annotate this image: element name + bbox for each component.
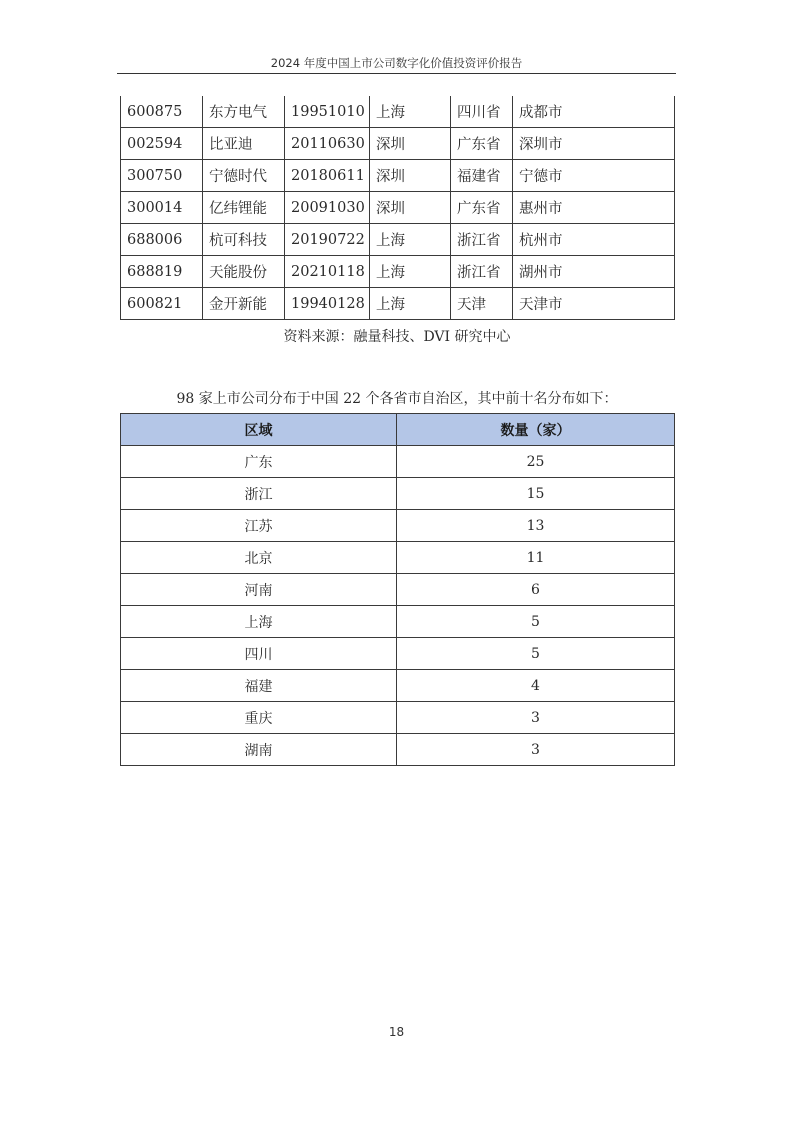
table-row bbox=[121, 128, 675, 160]
source-note: 资料来源：融量科技、DVI 研究中心 bbox=[283, 329, 511, 345]
exchange: 深圳 bbox=[370, 160, 451, 192]
region-name: 上海 bbox=[121, 606, 397, 638]
exchange: 深圳 bbox=[370, 128, 451, 160]
stock-code: 600875 bbox=[121, 96, 203, 128]
province: 广东省 bbox=[451, 192, 513, 224]
table-row bbox=[121, 734, 675, 766]
city: 惠州市 bbox=[513, 192, 675, 224]
exchange: 上海 bbox=[370, 256, 451, 288]
region-table bbox=[120, 413, 675, 766]
exchange: 上海 bbox=[370, 96, 451, 128]
intro-text: 98 家上市公司分布于中国 22 个各省市自治区，其中前十名分布如下： bbox=[176, 391, 618, 407]
region-name: 浙江 bbox=[121, 478, 397, 510]
listing-date: 20180611 bbox=[285, 160, 370, 192]
province: 浙江省 bbox=[451, 224, 513, 256]
province: 广东省 bbox=[451, 128, 513, 160]
table-row bbox=[121, 192, 675, 224]
region-count: 4 bbox=[397, 670, 675, 702]
company-name: 金开新能 bbox=[203, 288, 285, 320]
region-count: 15 bbox=[397, 478, 675, 510]
table-row bbox=[121, 574, 675, 606]
region-count: 25 bbox=[397, 446, 675, 478]
table-row bbox=[121, 510, 675, 542]
table-row bbox=[121, 160, 675, 192]
listing-date: 20110630 bbox=[285, 128, 370, 160]
province: 天津 bbox=[451, 288, 513, 320]
region-name: 河南 bbox=[121, 574, 397, 606]
region-name: 重庆 bbox=[121, 702, 397, 734]
region-name: 湖南 bbox=[121, 734, 397, 766]
stock-code: 300014 bbox=[121, 192, 203, 224]
table-row bbox=[121, 96, 675, 128]
table-row bbox=[121, 606, 675, 638]
table-row bbox=[121, 446, 675, 478]
column-header-region: 区域 bbox=[121, 414, 397, 446]
column-header-count: 数量（家） bbox=[397, 414, 675, 446]
listing-date: 20190722 bbox=[285, 224, 370, 256]
city: 天津市 bbox=[513, 288, 675, 320]
city: 湖州市 bbox=[513, 256, 675, 288]
page-header-title: 2024 年度中国上市公司数字化价值投资评价报告 bbox=[270, 56, 523, 70]
header-rule bbox=[117, 73, 676, 74]
table-row bbox=[121, 702, 675, 734]
stock-code: 600821 bbox=[121, 288, 203, 320]
table-row bbox=[121, 478, 675, 510]
region-name: 北京 bbox=[121, 542, 397, 574]
city: 宁德市 bbox=[513, 160, 675, 192]
exchange: 深圳 bbox=[370, 192, 451, 224]
table-row bbox=[121, 224, 675, 256]
listing-date: 20091030 bbox=[285, 192, 370, 224]
listing-date: 19940128 bbox=[285, 288, 370, 320]
region-count: 6 bbox=[397, 574, 675, 606]
exchange: 上海 bbox=[370, 224, 451, 256]
province: 四川省 bbox=[451, 96, 513, 128]
listing-date: 20210118 bbox=[285, 256, 370, 288]
table-row bbox=[121, 288, 675, 320]
stock-code: 300750 bbox=[121, 160, 203, 192]
region-count: 5 bbox=[397, 638, 675, 670]
city: 深圳市 bbox=[513, 128, 675, 160]
region-count: 3 bbox=[397, 734, 675, 766]
region-name: 江苏 bbox=[121, 510, 397, 542]
stock-code: 002594 bbox=[121, 128, 203, 160]
table-header-row bbox=[121, 414, 675, 446]
city: 成都市 bbox=[513, 96, 675, 128]
stock-code: 688819 bbox=[121, 256, 203, 288]
company-table bbox=[120, 96, 675, 320]
page-number: 18 bbox=[388, 1025, 405, 1039]
stock-code: 688006 bbox=[121, 224, 203, 256]
listing-date: 19951010 bbox=[285, 96, 370, 128]
table-row bbox=[121, 638, 675, 670]
company-name: 东方电气 bbox=[203, 96, 285, 128]
city: 杭州市 bbox=[513, 224, 675, 256]
region-name: 广东 bbox=[121, 446, 397, 478]
company-name: 杭可科技 bbox=[203, 224, 285, 256]
company-name: 天能股份 bbox=[203, 256, 285, 288]
table-row bbox=[121, 256, 675, 288]
region-name: 福建 bbox=[121, 670, 397, 702]
table-row bbox=[121, 670, 675, 702]
company-name: 亿纬锂能 bbox=[203, 192, 285, 224]
region-count: 3 bbox=[397, 702, 675, 734]
province: 浙江省 bbox=[451, 256, 513, 288]
company-name: 宁德时代 bbox=[203, 160, 285, 192]
region-name: 四川 bbox=[121, 638, 397, 670]
region-count: 11 bbox=[397, 542, 675, 574]
company-name: 比亚迪 bbox=[203, 128, 285, 160]
region-count: 13 bbox=[397, 510, 675, 542]
exchange: 上海 bbox=[370, 288, 451, 320]
table-row bbox=[121, 542, 675, 574]
province: 福建省 bbox=[451, 160, 513, 192]
region-count: 5 bbox=[397, 606, 675, 638]
